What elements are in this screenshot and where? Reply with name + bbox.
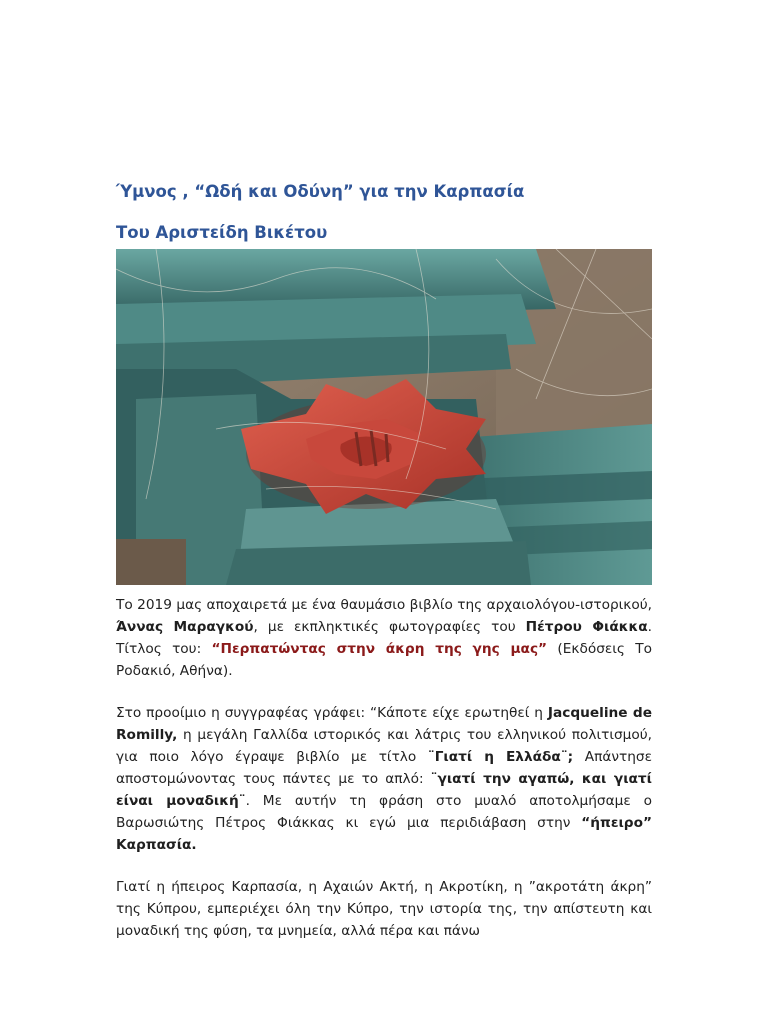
p3-text-1: Γιατί η ήπειρος Καρπασία, η Αχαιών Ακτή, η Ακροτίκη, η ”ακροτάτη άκρη” της Κύπρου, εμπεριέχει όλη την Κύπρο, την ιστορία της, την απίστευτη και μοναδική της φύση, τα μνημεία, αλλά πέρα και πάνω — [116, 879, 652, 939]
p2-bold-1: Jacqueline de Romilly, — [116, 705, 652, 743]
paragraph-2 — [116, 702, 652, 856]
p1-book-title: “Περπατώντας στην άκρη της γης μας” — [211, 641, 548, 657]
paragraph-3 — [116, 876, 652, 942]
p1-text-3: . Τίτλος του: — [116, 619, 652, 657]
p1-text-2: , με εκπληκτικές φωτογραφίες του — [253, 619, 526, 635]
p2-text-3: Απάντησε αποστομώνοντας τους πάντες με το απλό: — [116, 749, 652, 787]
article-photo — [116, 249, 652, 585]
p1-author-name: Άννας Μαραγκού — [116, 619, 254, 635]
p2-text-4: . Με αυτήν τη φράση στο μυαλό αποτολμήσαμε ο Βαρωσιώτης Πέτρος Φιάκκας κι εγώ μια περιδιάβαση στην — [116, 793, 652, 831]
p2-text-2: η μεγάλη Γαλλίδα ιστορικός και λάτρις του ελληνικού πολιτισμού, για ποιο λόγο έγραψε βιβλίο με τίτλο — [116, 727, 652, 765]
p2-text-1: Στο προοίμιο η συγγραφέας γράφει: “Κάποτε είχε ερωτηθεί η — [116, 705, 548, 721]
article — [116, 178, 652, 942]
article-author: Του Αριστείδη Βικέτου — [116, 223, 328, 242]
p1-text-4: (Εκδόσεις Το Ροδακιό, Αθήνα). — [116, 641, 652, 679]
p1-photographer-name: Πέτρου Φιάκκα — [525, 619, 648, 635]
paragraph-1 — [116, 594, 652, 682]
p2-bold-4: “ήπειρο” Καρπασία. — [116, 815, 652, 853]
article-title: Ύμνος , “Ωδή και Οδύνη” για την Καρπασία — [116, 182, 525, 201]
p1-text-1: Το 2019 μας αποχαιρετά με ένα θαυμάσιο βιβλίο της αρχαιολόγου-ιστορικού, — [116, 597, 652, 613]
p2-bold-2: ¨Γιατί η Ελλάδα¨; — [427, 749, 574, 765]
p2-bold-3: ¨γιατί την αγαπώ, και γιατί είναι μοναδική¨ — [116, 771, 653, 809]
